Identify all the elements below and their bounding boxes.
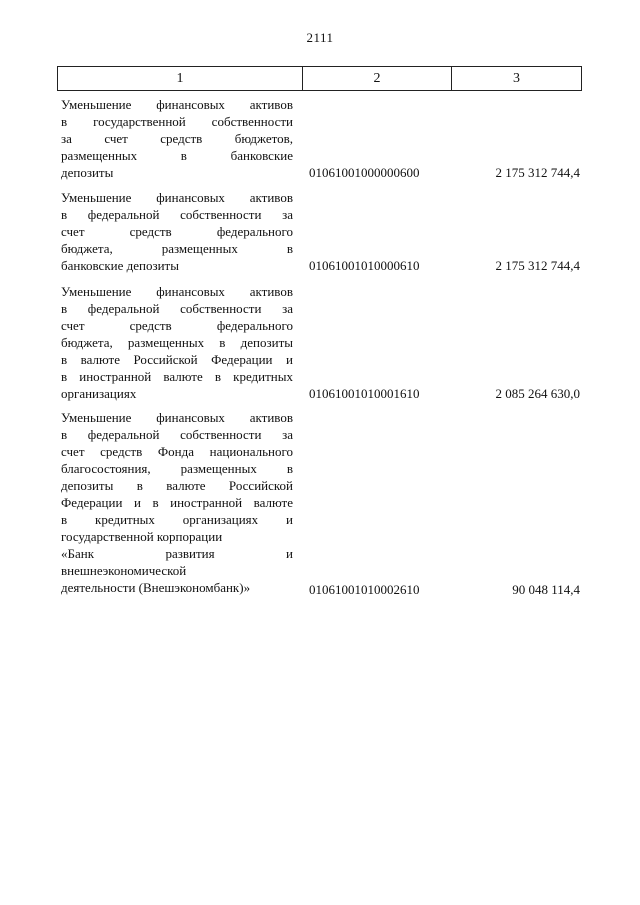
- description-line: в валюте Российской Федерации и: [61, 352, 293, 367]
- row-description: [61, 409, 293, 596]
- description-line: в государственной собственности: [61, 114, 293, 129]
- description-line: Федерации и в иностранной валюте: [61, 495, 293, 510]
- description-line: счет средств федерального: [61, 224, 293, 239]
- description-line: деятельности (Внешэкономбанк)»: [61, 580, 251, 595]
- description-line: за счет средств бюджетов,: [61, 131, 293, 146]
- description-line: депозиты: [61, 165, 114, 180]
- row-code: 01061001010001610: [309, 386, 420, 401]
- header-col-1: 1: [58, 67, 303, 90]
- table-row: [57, 189, 582, 279]
- description-line: размещенных в банковские: [61, 148, 293, 163]
- table-row: [57, 96, 582, 186]
- description-line: депозиты в валюте Российской: [61, 478, 293, 493]
- header-col-2: 2: [303, 67, 452, 90]
- row-code: 01061001010000610: [309, 258, 420, 273]
- table-row: [57, 409, 582, 601]
- description-line: банковские депозиты: [61, 258, 179, 273]
- description-line: «Банк развития и: [61, 546, 293, 561]
- description-line: счет средств федерального: [61, 318, 293, 333]
- description-line: внешнеэкономической: [61, 563, 187, 578]
- description-line: в кредитных организациях и: [61, 512, 293, 527]
- description-line: счет средств Фонда национального: [61, 444, 293, 459]
- row-amount: 90 048 114,4: [512, 582, 580, 597]
- description-line: в федеральной собственности за: [61, 427, 293, 442]
- description-line: организациях: [61, 386, 137, 401]
- description-line: в федеральной собственности за: [61, 207, 293, 222]
- row-amount: 2 175 312 744,4: [495, 258, 580, 273]
- page-number: 2111: [306, 30, 334, 45]
- row-description: [61, 96, 293, 181]
- row-code: 01061001010002610: [309, 582, 420, 597]
- description-line: Уменьшение финансовых активов: [61, 410, 293, 425]
- row-amount: 2 175 312 744,4: [495, 165, 580, 180]
- description-line: благосостояния, размещенных в: [61, 461, 293, 476]
- row-description: [61, 189, 293, 274]
- description-line: Уменьшение финансовых активов: [61, 97, 293, 112]
- description-line: Уменьшение финансовых активов: [61, 284, 293, 299]
- description-line: Уменьшение финансовых активов: [61, 190, 293, 205]
- row-description: [61, 283, 293, 402]
- table-row: [57, 283, 582, 408]
- description-line: бюджета, размещенных в: [61, 241, 293, 256]
- description-line: государственной корпорации: [61, 529, 223, 544]
- row-amount: 2 085 264 630,0: [495, 386, 580, 401]
- table-header: [57, 66, 582, 91]
- row-code: 01061001000000600: [309, 165, 420, 180]
- description-line: бюджета, размещенных в депозиты: [61, 335, 293, 350]
- description-line: в иностранной валюте в кредитных: [61, 369, 293, 384]
- description-line: в федеральной собственности за: [61, 301, 293, 316]
- header-col-3: 3: [513, 70, 520, 86]
